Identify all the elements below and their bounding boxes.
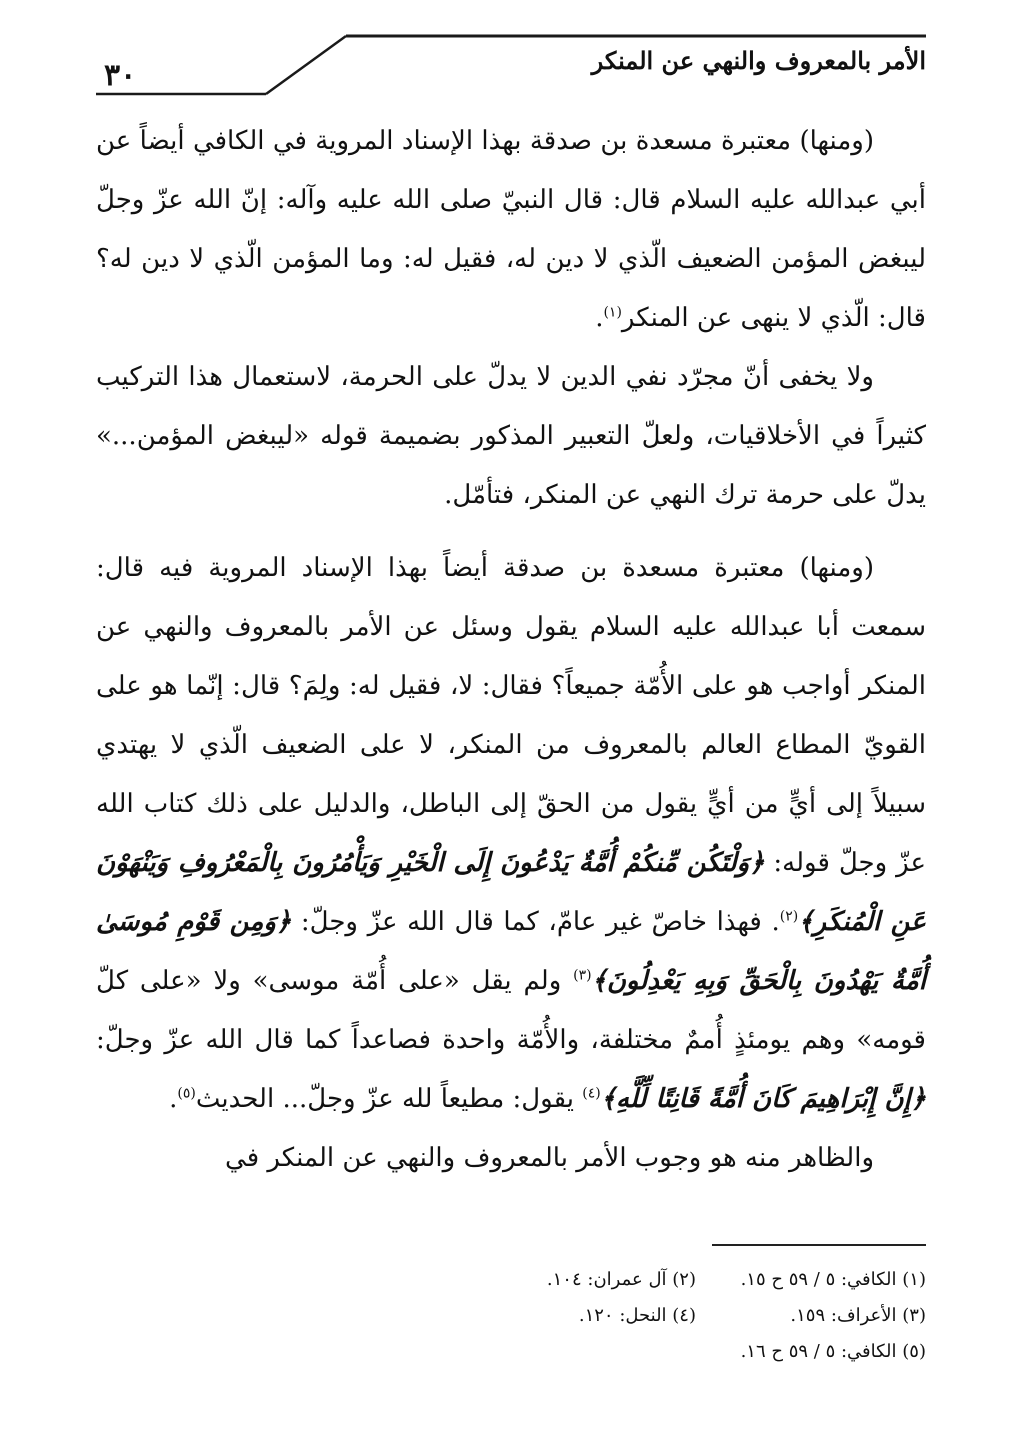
paragraph-3-text-d: يقول: مطيعاً لله عزّ وجلّ... الحديث (195, 1084, 583, 1114)
paragraph-3-end: . (169, 1084, 178, 1114)
footnote-ref-4: (٤) (582, 1085, 601, 1102)
footnote-ref-5: (٥) (177, 1085, 196, 1102)
footnote-row-1 (300, 1262, 926, 1298)
paragraph-4-text: والظاهر منه هو وجوب الأمر بالمعروف والنهي عن المنكر في (225, 1143, 874, 1173)
paragraph-2-text: ولا يخفى أنّ مجرّد نفي الدين لا يدلّ على الحرمة، لاستعمال هذا التركيب كثيراً في الأخلاقيات، ولعلّ التعبير المذكور بضميمة قوله «ليبغض المؤمن...» يدلّ على حرمة ترك النهي عن المنكر، فتأمّل. (96, 362, 926, 510)
paragraph-4 (96, 1129, 926, 1188)
paragraph-3 (96, 539, 926, 1129)
paragraph-3-text-a: (ومنها) معتبرة مسعدة بن صدقة أيضاً بهذا الإسناد المروية فيه قال: سمعت أبا عبدالله عليه السلام يقول وسئل عن الأمر بالمعروف والنهي عن المنكر أواجب هو على الأُمّة جميعاً؟ فقال: لا، فقيل له: ولِمَ؟ قال: إنّما هو على القويّ المطاع العالم بالمعروف من المنكر، لا على الضعيف الّذي لا يهتدي سبيلاً إلى أيٍّ من أيٍّ يقول من الحقّ إلى الباطل، والدليل على ذلك كتاب الله عزّ وجلّ قوله: (96, 553, 926, 878)
quran-verse-1: ﴿وَلْتَكُن مِّنكُمْ أُمَّةٌ يَدْعُونَ إِلَى الْخَيْرِ وَيَأْمُرُونَ بِالْمَعْرُوفِ وَيَنْهَوْنَ عَنِ الْمُنكَرِ﴾ (96, 848, 926, 937)
footnote-row-3 (300, 1334, 926, 1370)
paragraph-2 (96, 348, 926, 525)
footnote-4: (٤) النحل: ١٢٠. (578, 1305, 696, 1326)
quran-verse-2: ﴿وَمِن قَوْمِ مُوسَىٰ أُمَّةٌ يَهْدُونَ بِالْحَقِّ وَبِهِ يَعْدِلُونَ﴾ (96, 907, 927, 996)
quran-verse-3: ﴿إِنَّ إِبْرَاهِيمَ كَانَ أُمَّةً قَانِتًا لِّلَّهِ﴾ (600, 1084, 926, 1114)
footnote-ref-1: (١) (603, 304, 622, 321)
main-text (96, 112, 926, 1188)
paragraph-1 (96, 112, 926, 348)
footnote-separator (712, 1244, 926, 1246)
footnote-ref-3: (٣) (573, 967, 592, 984)
footnote-3: (٣) الأعراف: ١٥٩. (790, 1305, 926, 1326)
paragraph-1-end: . (595, 303, 604, 333)
running-header (96, 28, 926, 100)
running-header-title: الأمر بالمعروف والنهي عن المنكر (591, 46, 926, 75)
footnotes (300, 1262, 926, 1370)
paragraph-1-text: (ومنها) معتبرة مسعدة بن صدقة بهذا الإسناد المروية في الكافي أيضاً عن أبي عبدالله عليه السلام قال: قال النبيّ صلى الله عليه وآله: إنّ الله عزّ وجلّ ليبغض المؤمن الضعيف الّذي لا دين له، فقيل له: وما المؤمن الّذي لا دين له؟ قال: الّذي لا ينهى عن المنكر (96, 126, 926, 333)
footnote-ref-2: (٢) (779, 908, 799, 925)
footnote-row-2 (300, 1298, 926, 1334)
page-number: ٣٠ (104, 58, 137, 93)
footnote-2: (٢) آل عمران: ١٠٤. (546, 1269, 696, 1290)
paragraph-3-text-c: ولم يقل «على أُمّة موسى» ولا «على كلّ قومه» وهم يومئذٍ أُممٌ مختلفة، والأُمّة واحدة فصاعداً كما قال الله عزّ وجلّ: (96, 966, 926, 1055)
footnote-5: (٥) الكافي: ٥ / ٥٩ ح ١٦. (740, 1341, 926, 1362)
paragraph-3-text-b: . فهذا خاصّ غير عامّ، كما قال الله عزّ وجلّ: (300, 907, 780, 937)
footnote-1: (١) الكافي: ٥ / ٥٩ ح ١٥. (740, 1269, 926, 1290)
